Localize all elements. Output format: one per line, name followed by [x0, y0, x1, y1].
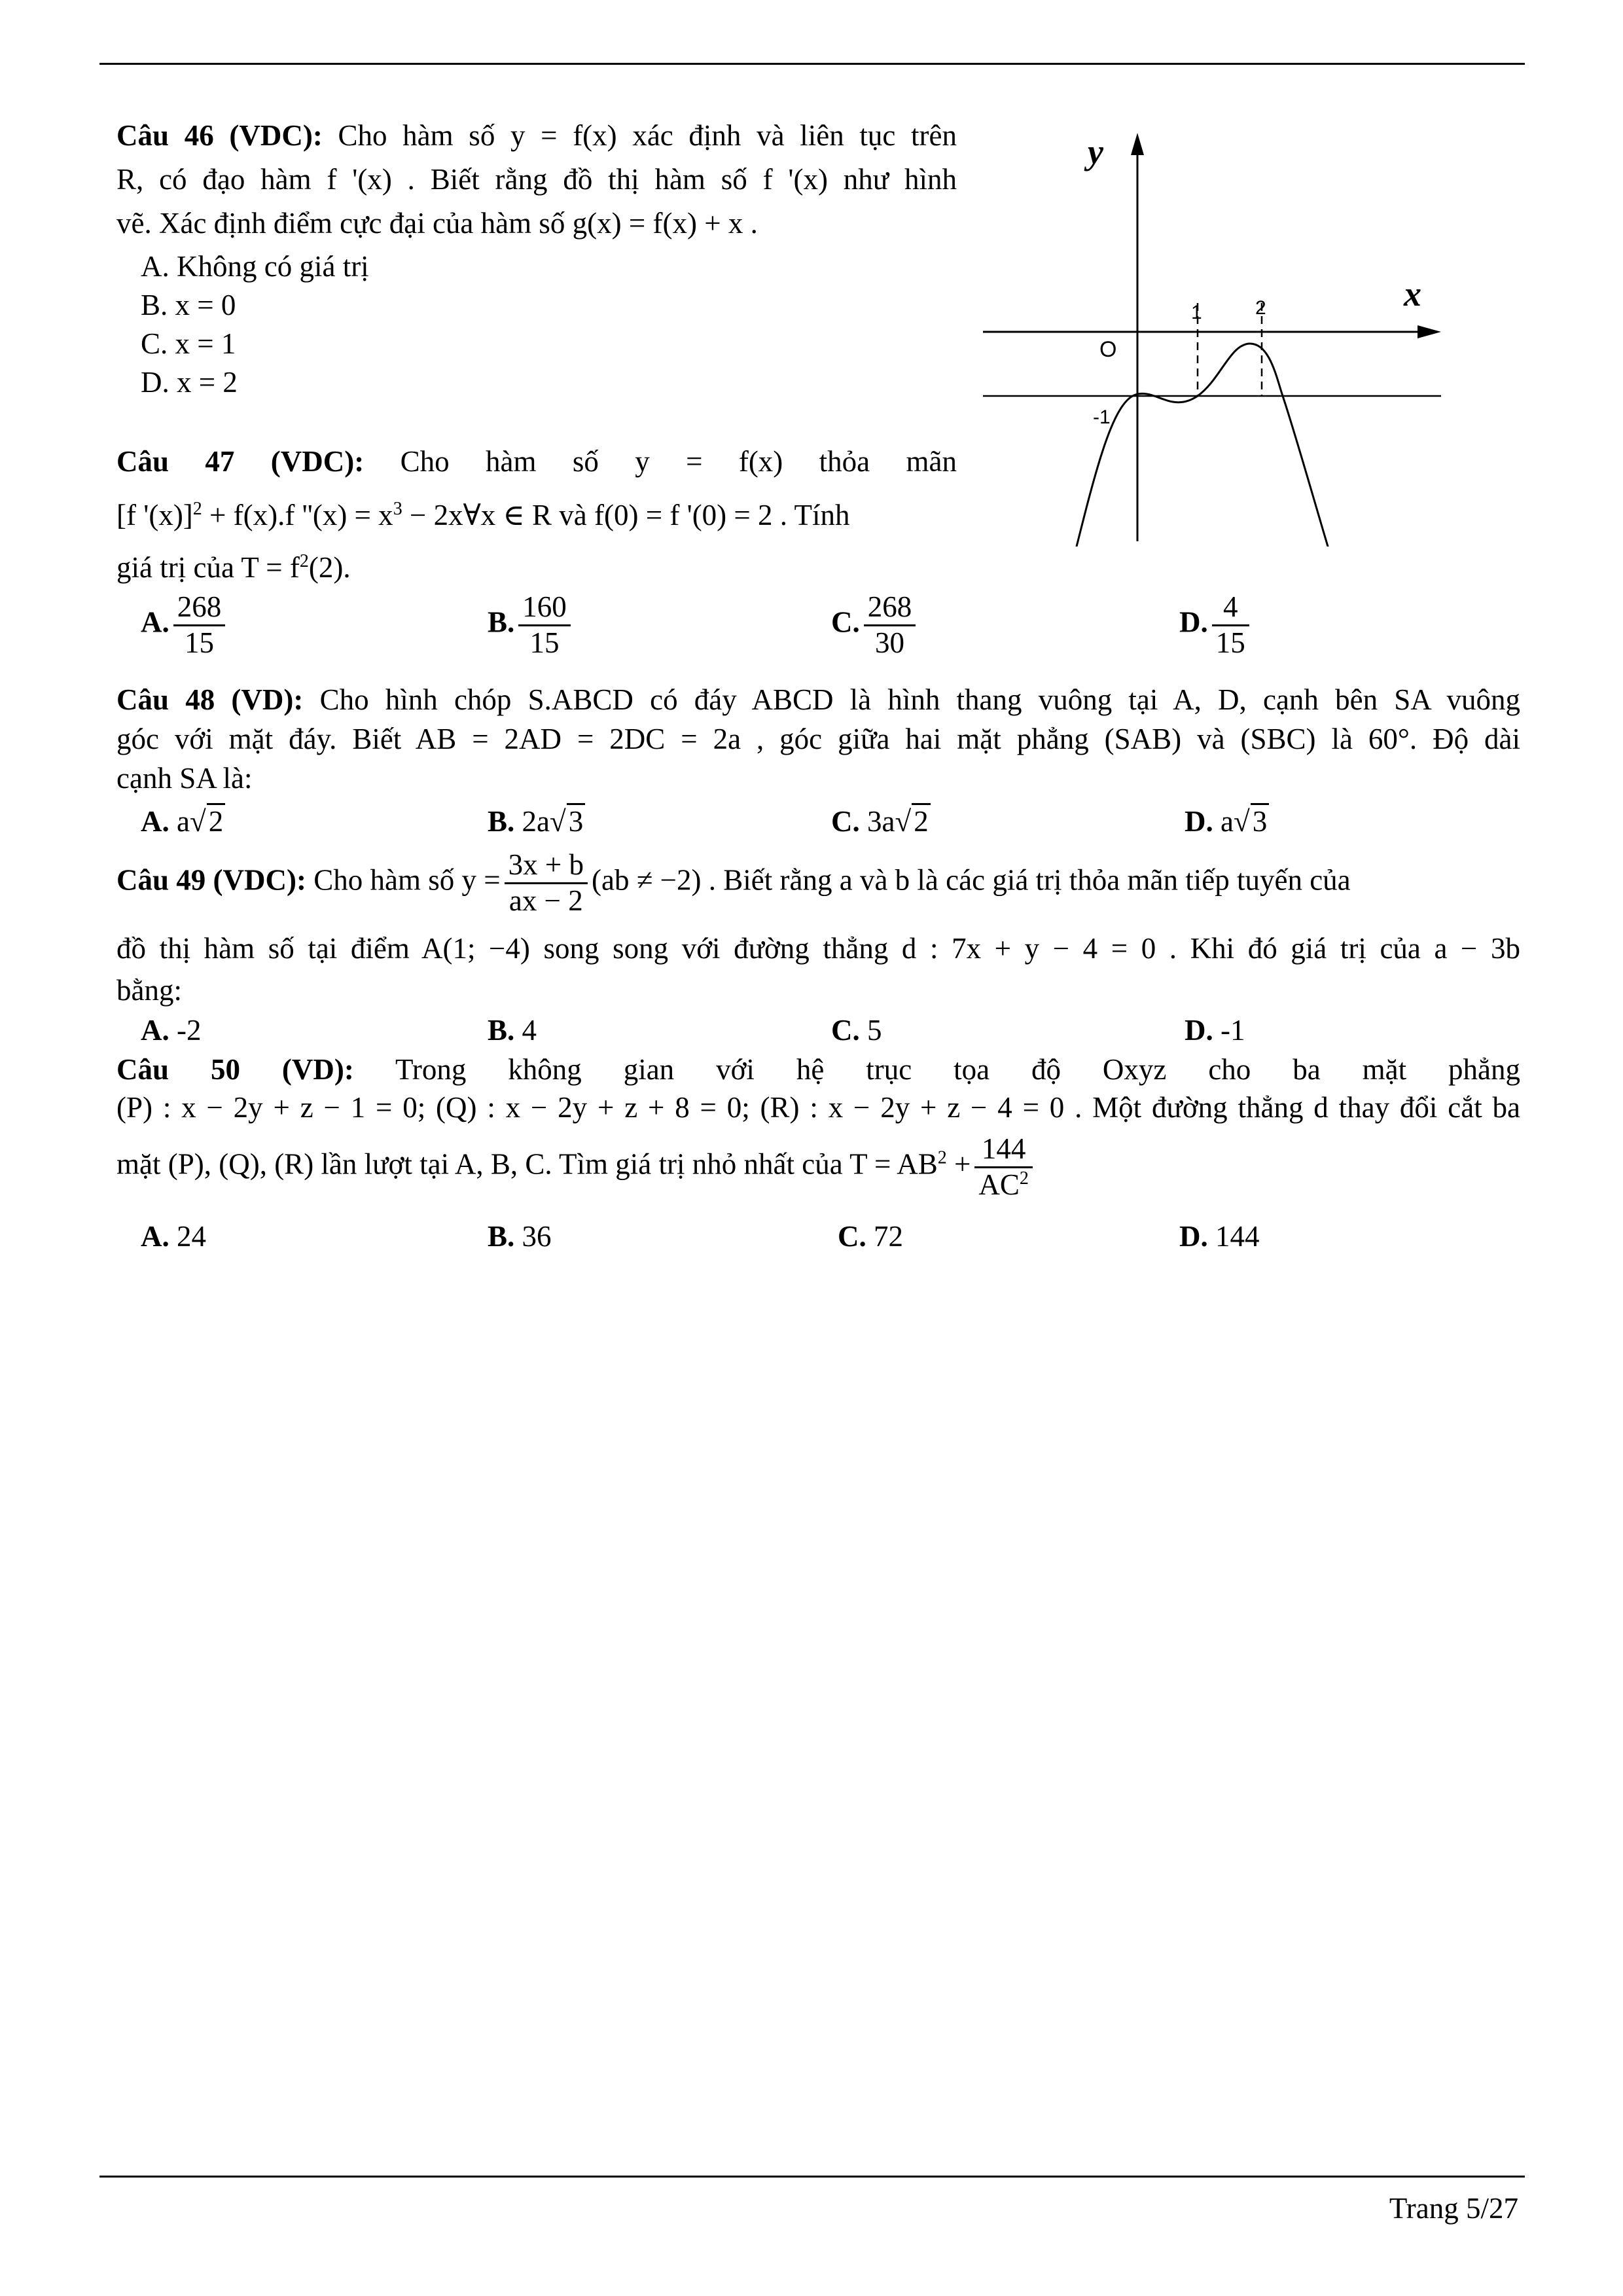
q48-option-c: C. 3a√2 [831, 802, 931, 841]
q46-option-a: A. Không có giá trị [141, 250, 369, 283]
y-axis-arrow [1131, 133, 1144, 155]
y-axis-label: y [1088, 132, 1103, 171]
q50-option-d: D. 144 [1179, 1220, 1260, 1253]
q48-option-a: A. a√2 [141, 802, 225, 841]
q48-option-d: D. a√3 [1185, 802, 1269, 841]
q47-option-d: D. $\frac{4}{15}$ [1179, 590, 1253, 660]
q46-line-3: vẽ. Xác định điểm cực đại của hàm số g(x) = f(x) + x . [116, 207, 758, 240]
q49-line-1: Câu 49 (VDC): Cho hàm số y = $\frac{3x + b}{ax - 2}$ (ab ≠ −2) . Biết rằng a và b là các giá trị thỏa mãn tiếp tuyến của [116, 848, 1351, 917]
q49-option-c: C. 5 [831, 1014, 882, 1047]
q50-line-1: Câu 50 (VD): Trong không gian với hệ trục tọa độ Oxyz cho ba mặt phẳng [116, 1053, 1520, 1086]
q49-line-3: bằng: [116, 974, 182, 1007]
q48-line-3: cạnh SA là: [116, 762, 253, 795]
q50-line-2: (P) : x − 2y + z − 1 = 0; (Q) : x − 2y + z + 8 = 0; (R) : x − 2y + z − 4 = 0 . Một đường thẳng d thay đổi cắt ba [116, 1091, 1520, 1124]
q46-option-d: D. x = 2 [141, 366, 238, 399]
derivative-curve [1073, 344, 1332, 547]
q47-option-a: A. $\frac{268}{15}$ [141, 590, 229, 660]
origin-label: O [1099, 337, 1117, 362]
tick-label-1: 1 [1191, 302, 1202, 323]
q47-option-b: B. $\frac{160}{15}$ [488, 590, 575, 660]
q50-option-a: A. 24 [141, 1220, 206, 1253]
q46-option-b: B. x = 0 [141, 289, 236, 321]
x-axis-arrow [1418, 325, 1441, 338]
header-rule [99, 63, 1525, 65]
q50-option-b: B. 36 [488, 1220, 552, 1253]
page-number: Trang 5/27 [1389, 2192, 1518, 2225]
q46-line-2: R, có đạo hàm f '(x) . Biết rằng đồ thị hàm số f '(x) như hình [116, 163, 957, 196]
q47-line-1: Câu 47 (VDC): Cho hàm số y = f(x) thỏa mãn [116, 445, 957, 478]
q47-line-3: giá trị của $T = f^2(2)$. [116, 551, 351, 584]
q48-option-b: B. 2a√3 [488, 802, 585, 841]
q50-label: Câu 50 (VD): [116, 1053, 354, 1086]
derivative-graph [975, 128, 1446, 547]
q46-line-1: Câu 46 (VDC): Cho hàm số y = f(x) xác định và liên tục trên [116, 119, 957, 152]
q49-line-2: đồ thị hàm số tại điểm A(1; −4) song song với đường thẳng d : 7x + y − 4 = 0 . Khi đó giá trị của a − 3b [116, 932, 1520, 965]
q46-option-c: C. x = 1 [141, 327, 236, 360]
footer-rule [99, 2176, 1525, 2178]
q47-option-c: C. $\frac{268}{30}$ [831, 590, 919, 660]
q48-line-2: góc với mặt đáy. Biết AB = 2AD = 2DC = 2a , góc giữa hai mặt phẳng (SAB) và (SBC) là 60°. Độ dài [116, 723, 1520, 755]
q48-label: Câu 48 (VD): [116, 683, 304, 716]
q49-label: Câu 49 (VDC): [116, 863, 306, 897]
tick-label-neg1: -1 [1093, 406, 1111, 428]
q46-label: Câu 46 (VDC): [116, 119, 323, 152]
q49-option-a: A. -2 [141, 1014, 202, 1047]
q50-line-3: mặt (P), (Q), (R) lần lượt tại A, B, C. Tìm giá trị nhỏ nhất của $T = AB^2$ + $\frac{144}{AC^2}$ [116, 1132, 1037, 1202]
q47-label: Câu 47 (VDC): [116, 445, 365, 478]
q49-option-b: B. 4 [488, 1014, 537, 1047]
x-axis-label: x [1404, 274, 1421, 314]
q48-line-1: Câu 48 (VD): Cho hình chóp S.ABCD có đáy ABCD là hình thang vuông tại A, D, cạnh bên SA vuông [116, 683, 1521, 716]
tick-label-2: 2 [1255, 297, 1266, 319]
q50-option-c: C. 72 [838, 1220, 903, 1253]
q49-option-d: D. -1 [1185, 1014, 1245, 1047]
q47-line-2: [f '(x)]$^2$ + f(x).f ''$(x) = x^3$ − 2x∀x ∈ R và f(0) = f '(0) = 2 . Tính [116, 499, 850, 531]
